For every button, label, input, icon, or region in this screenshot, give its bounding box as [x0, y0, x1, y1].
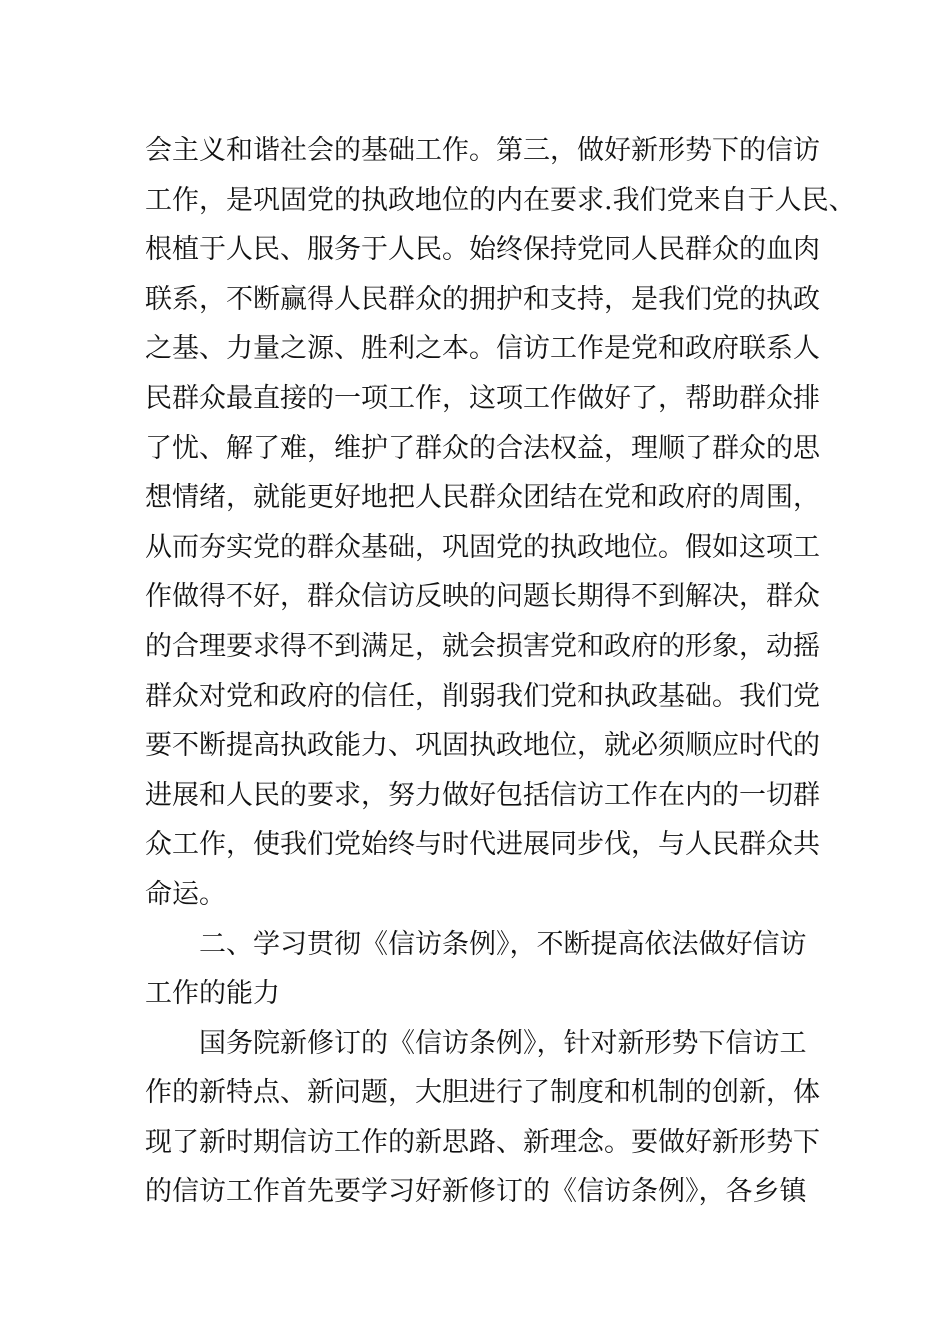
text-line: 作的新特点、新问题，大胆进行了制度和机制的创新，体	[145, 1077, 820, 1109]
text-line: 民群众最直接的一项工作，这项工作做好了，帮助群众排	[145, 382, 820, 414]
text-line: 之基、力量之源、胜利之本。信访工作是党和政府联系人	[145, 333, 820, 365]
text-line: 联系，不断赢得人民群众的拥护和支持，是我们党的执政	[145, 283, 820, 315]
text-line: 的合理要求得不到满足，就会损害党和政府的形象，动摇	[145, 630, 820, 662]
text-line: 众工作，使我们党始终与时代进展同步伐，与人民群众共	[145, 829, 820, 861]
text-line: 群众对党和政府的信任，削弱我们党和执政基础。我们党	[145, 680, 820, 712]
text-line: 从而夯实党的群众基础，巩固党的执政地位。假如这项工	[145, 531, 820, 563]
body-text	[145, 126, 856, 1217]
section-heading: 二、学习贯彻《信访条例》，不断提高依法做好信访	[199, 928, 807, 960]
text-line: 的信访工作首先要学习好新修订的《信访条例》，各乡镇	[145, 1176, 807, 1208]
section-heading-continued: 工作的能力	[145, 978, 280, 1010]
text-line: 想情绪，就能更好地把人民群众团结在党和政府的周围，	[145, 482, 820, 514]
text-line: 作做得不好，群众信访反映的问题长期得不到解决，群众	[145, 581, 820, 613]
text-line: 了忧、解了难，维护了群众的合法权益，理顺了群众的思	[145, 432, 820, 464]
text-line: 会主义和谐社会的基础工作。第三，做好新形势下的信访	[145, 135, 820, 166]
text-line: 命运。	[145, 878, 226, 910]
text-line: 根植于人民、服务于人民。始终保持党同人民群众的血肉	[145, 234, 820, 266]
text-line: 工作，是巩固党的执政地位的内在要求.我们党来自于人民、	[145, 184, 856, 216]
text-line: 现了新时期信访工作的新思路、新理念。要做好新形势下	[145, 1126, 820, 1158]
text-line: 国务院新修订的《信访条例》，针对新形势下信访工	[199, 1027, 807, 1059]
text-line: 进展和人民的要求，努力做好包括信访工作在内的一切群	[145, 779, 820, 811]
text-line: 要不断提高执政能力、巩固执政地位，就必须顺应时代的	[145, 730, 820, 762]
